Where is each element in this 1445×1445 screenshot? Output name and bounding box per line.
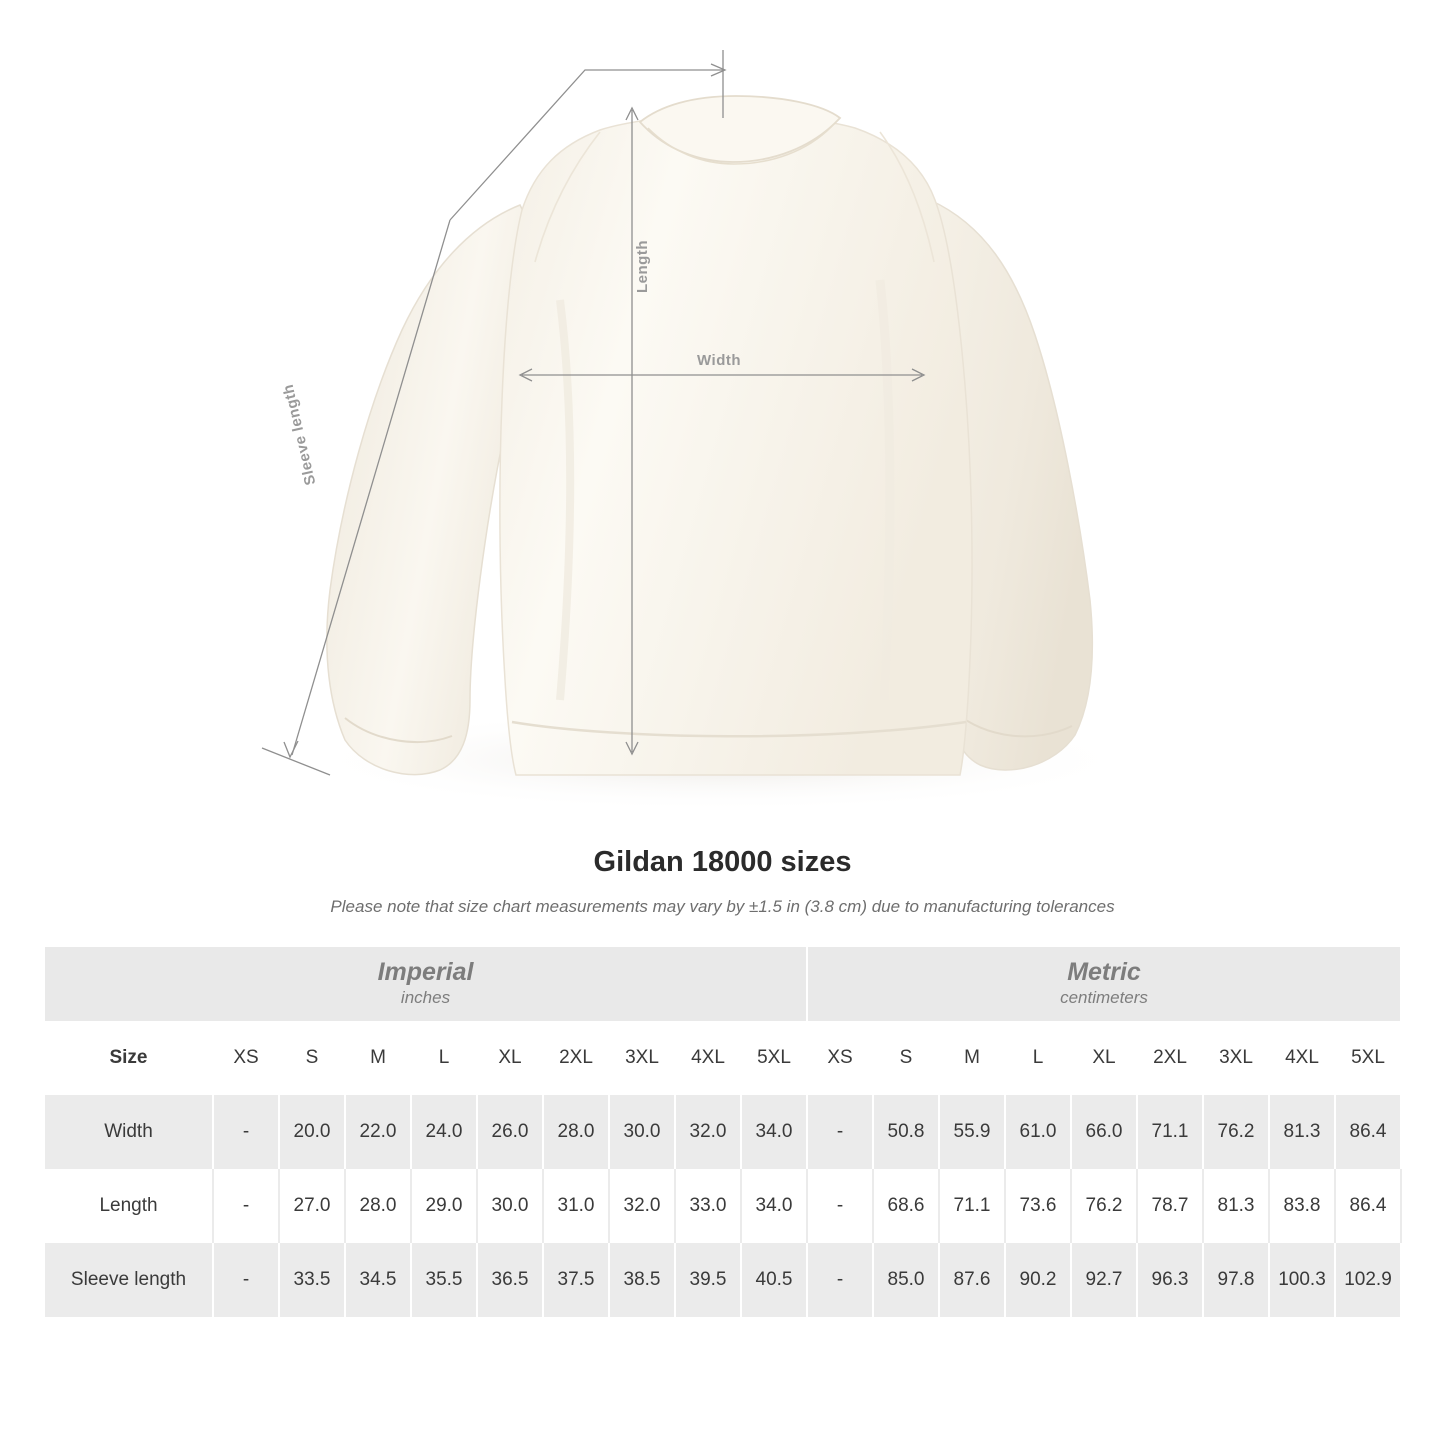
size-table [45, 947, 1402, 1317]
cell-length-metric-xs: - [807, 1169, 873, 1243]
cell-width-imperial-xs: - [213, 1095, 279, 1169]
col-header-imperial-l: L [411, 1021, 477, 1095]
size-header-row [45, 1021, 1401, 1095]
cell-sleeve-imperial-l: 35.5 [411, 1243, 477, 1317]
cell-sleeve-metric-s: 85.0 [873, 1243, 939, 1317]
cell-sleeve-imperial-s: 33.5 [279, 1243, 345, 1317]
cell-length-imperial-4xl: 33.0 [675, 1169, 741, 1243]
cell-width-metric-5xl: 86.4 [1335, 1095, 1401, 1169]
size-table-wrapper [45, 947, 1401, 1317]
col-header-imperial-m: M [345, 1021, 411, 1095]
col-header-imperial-4xl: 4XL [675, 1021, 741, 1095]
cell-width-imperial-xl: 26.0 [477, 1095, 543, 1169]
col-header-metric-xs: XS [807, 1021, 873, 1095]
cell-sleeve-imperial-3xl: 38.5 [609, 1243, 675, 1317]
cell-sleeve-imperial-m: 34.5 [345, 1243, 411, 1317]
cell-width-metric-xl: 66.0 [1071, 1095, 1137, 1169]
cell-width-imperial-2xl: 28.0 [543, 1095, 609, 1169]
cell-sleeve-imperial-5xl: 40.5 [741, 1243, 807, 1317]
row-label-width: Width [45, 1095, 213, 1169]
col-header-imperial-3xl: 3XL [609, 1021, 675, 1095]
cell-length-metric-s: 68.6 [873, 1169, 939, 1243]
col-header-metric-m: M [939, 1021, 1005, 1095]
cell-width-metric-m: 55.9 [939, 1095, 1005, 1169]
cell-sleeve-metric-xs: - [807, 1243, 873, 1317]
cell-width-metric-s: 50.8 [873, 1095, 939, 1169]
cell-width-metric-xs: - [807, 1095, 873, 1169]
col-header-imperial-s: S [279, 1021, 345, 1095]
col-header-metric-3xl: 3XL [1203, 1021, 1269, 1095]
cell-width-imperial-l: 24.0 [411, 1095, 477, 1169]
cell-width-imperial-s: 20.0 [279, 1095, 345, 1169]
page-title: Gildan 18000 sizes [593, 846, 852, 878]
cell-length-imperial-xs: - [213, 1169, 279, 1243]
cell-sleeve-imperial-xs: - [213, 1243, 279, 1317]
length-label: Length [634, 240, 651, 293]
col-header-metric-s: S [873, 1021, 939, 1095]
cell-length-metric-xl: 76.2 [1071, 1169, 1137, 1243]
cell-length-imperial-xl: 30.0 [477, 1169, 543, 1243]
cell-length-imperial-m: 28.0 [345, 1169, 411, 1243]
col-header-metric-5xl: 5XL [1335, 1021, 1401, 1095]
table-row-length [45, 1169, 1401, 1243]
cell-sleeve-metric-3xl: 97.8 [1203, 1243, 1269, 1317]
cell-sleeve-imperial-4xl: 39.5 [675, 1243, 741, 1317]
cell-length-metric-4xl: 83.8 [1269, 1169, 1335, 1243]
table-row-width [45, 1095, 1401, 1169]
cell-length-metric-l: 73.6 [1005, 1169, 1071, 1243]
cell-width-metric-4xl: 81.3 [1269, 1095, 1335, 1169]
cell-sleeve-metric-m: 87.6 [939, 1243, 1005, 1317]
cell-sleeve-metric-4xl: 100.3 [1269, 1243, 1335, 1317]
col-header-metric-xl: XL [1071, 1021, 1137, 1095]
cell-sleeve-metric-2xl: 96.3 [1137, 1243, 1203, 1317]
cell-width-imperial-4xl: 32.0 [675, 1095, 741, 1169]
cell-length-imperial-3xl: 32.0 [609, 1169, 675, 1243]
cell-sleeve-metric-xl: 92.7 [1071, 1243, 1137, 1317]
cell-sleeve-metric-l: 90.2 [1005, 1243, 1071, 1317]
row-header-size: Size [45, 1021, 213, 1095]
imperial-header [45, 947, 807, 1021]
cell-length-imperial-l: 29.0 [411, 1169, 477, 1243]
cell-width-imperial-5xl: 34.0 [741, 1095, 807, 1169]
col-header-imperial-2xl: 2XL [543, 1021, 609, 1095]
cell-sleeve-imperial-xl: 36.5 [477, 1243, 543, 1317]
unit-header-row [45, 947, 1401, 1021]
imperial-name: Imperial [377, 957, 474, 986]
cell-sleeve-metric-5xl: 102.9 [1335, 1243, 1401, 1317]
cell-width-metric-l: 61.0 [1005, 1095, 1071, 1169]
cell-length-imperial-2xl: 31.0 [543, 1169, 609, 1243]
cell-width-imperial-3xl: 30.0 [609, 1095, 675, 1169]
cell-length-metric-3xl: 81.3 [1203, 1169, 1269, 1243]
col-header-metric-4xl: 4XL [1269, 1021, 1335, 1095]
sleeve-length-label: Sleeve length [279, 382, 320, 487]
metric-header [807, 947, 1401, 1021]
cell-width-metric-3xl: 76.2 [1203, 1095, 1269, 1169]
cell-width-imperial-m: 22.0 [345, 1095, 411, 1169]
col-header-metric-2xl: 2XL [1137, 1021, 1203, 1095]
cell-sleeve-imperial-2xl: 37.5 [543, 1243, 609, 1317]
metric-name: Metric [1067, 957, 1141, 986]
cell-length-metric-5xl: 86.4 [1335, 1169, 1401, 1243]
col-header-imperial-xs: XS [213, 1021, 279, 1095]
col-header-metric-l: L [1005, 1021, 1071, 1095]
metric-sub: centimeters [1060, 988, 1148, 1008]
col-header-imperial-5xl: 5XL [741, 1021, 807, 1095]
imperial-sub: inches [400, 988, 451, 1008]
cell-length-imperial-s: 27.0 [279, 1169, 345, 1243]
page-subtitle: Please note that size chart measurements may vary by ±1.5 in (3.8 cm) due to manufacturing tolerances [330, 897, 1115, 916]
col-header-imperial-xl: XL [477, 1021, 543, 1095]
row-label-sleeve-length: Sleeve length [45, 1243, 213, 1317]
cell-length-imperial-5xl: 34.0 [741, 1169, 807, 1243]
table-row-sleeve-length [45, 1243, 1401, 1317]
cell-width-metric-2xl: 71.1 [1137, 1095, 1203, 1169]
cell-length-metric-m: 71.1 [939, 1169, 1005, 1243]
cell-length-metric-2xl: 78.7 [1137, 1169, 1203, 1243]
width-label: Width [697, 352, 742, 369]
row-label-length: Length [45, 1169, 213, 1243]
